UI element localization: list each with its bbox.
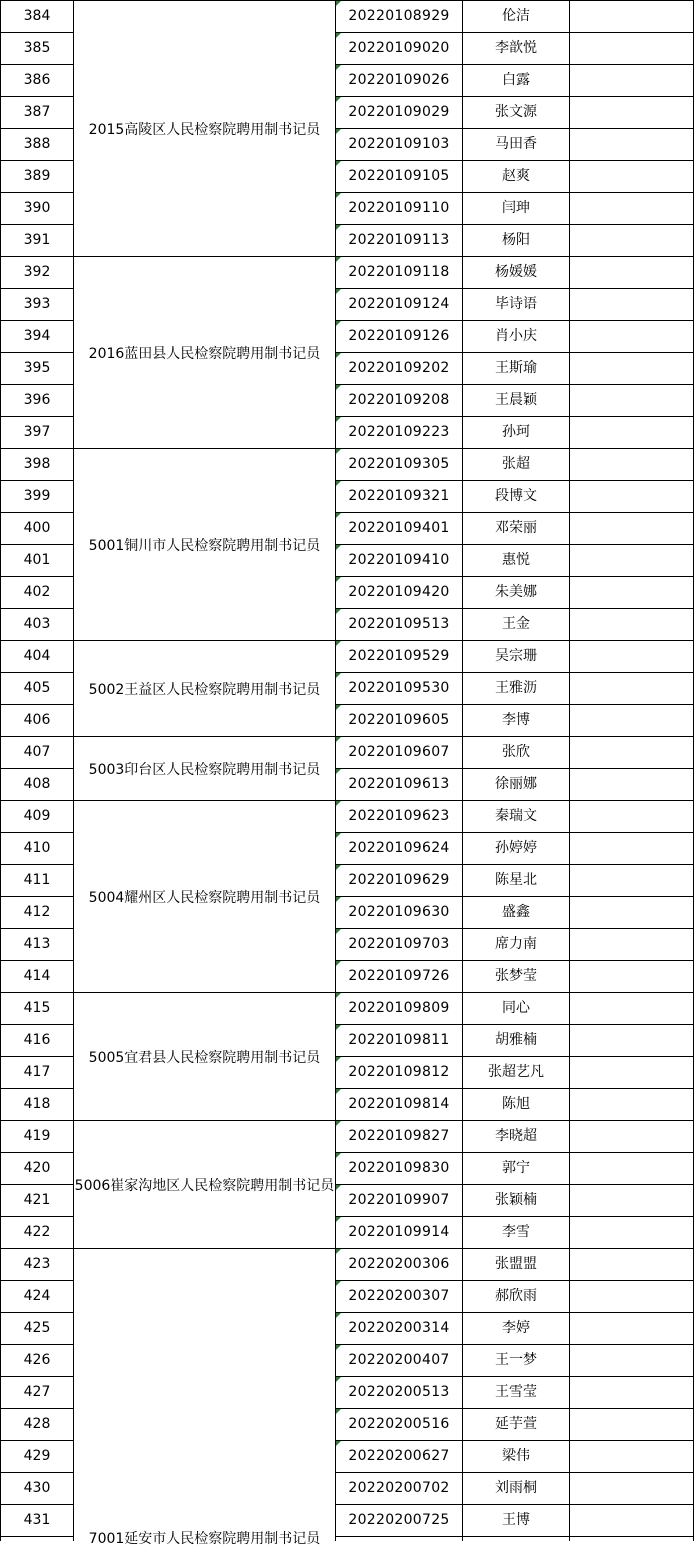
exam-id-cell[interactable]: 20220200407 [348,1352,450,1368]
candidate-name-cell[interactable]: 惠悦 [502,552,530,568]
row-number-cell[interactable]: 426 [23,1352,51,1368]
note-cell[interactable] [570,1120,694,1152]
candidate-name-cell[interactable]: 伦洁 [502,8,530,24]
position-label: 5004耀州区人民检察院聘用制书记员 [88,889,321,906]
candidate-name-cell[interactable]: 杨阳 [502,232,530,248]
note-cell[interactable] [570,1408,694,1440]
exam-id-cell[interactable]: 20220109410 [348,552,450,568]
row-number-cell[interactable]: 416 [23,1032,51,1048]
row-number-cell[interactable]: 394 [23,328,51,344]
row-number-cell[interactable]: 418 [23,1096,51,1112]
note-cell[interactable] [570,1024,694,1056]
row-number-cell[interactable]: 396 [23,392,51,408]
note-cell[interactable] [570,352,694,384]
note-cell[interactable] [570,512,694,544]
position-label: 2015高陵区人民检察院聘用制书记员 [88,121,321,138]
note-cell[interactable] [570,1216,694,1248]
exam-id-cell[interactable]: 20220109814 [348,1096,450,1112]
note-cell[interactable] [570,896,694,928]
row-number-cell[interactable]: 385 [23,40,51,56]
candidate-name-cell[interactable]: 胡雅楠 [495,1032,537,1048]
note-cell[interactable] [570,544,694,576]
row-number-cell[interactable]: 390 [23,200,51,216]
row-number-cell[interactable]: 409 [23,808,51,824]
candidate-name-cell[interactable]: 梁伟 [502,1448,530,1464]
candidate-name-cell[interactable]: 陈星北 [495,872,537,888]
position-group-cell[interactable] [74,801,335,992]
row-number-cell[interactable]: 402 [23,584,51,600]
exam-id-cell[interactable]: 20220109605 [348,712,450,728]
note-cell[interactable] [570,1504,694,1536]
row-number-cell[interactable]: 405 [23,680,51,696]
exam-id-cell[interactable]: 20220200314 [348,1320,450,1336]
row-number-cell[interactable]: 413 [23,936,51,952]
candidate-name-cell[interactable]: 陈旭 [502,1096,530,1112]
exam-id-cell[interactable]: 20220109110 [348,200,450,216]
exam-id-cell[interactable]: 20220109223 [348,424,450,440]
note-cell[interactable] [570,160,694,192]
exam-id-cell[interactable]: 20220109726 [348,968,450,984]
exam-id-cell[interactable]: 20220109812 [348,1064,450,1080]
position-label: 5002王益区人民检察院聘用制书记员 [88,681,321,698]
note-cell[interactable] [570,928,694,960]
candidate-name-cell[interactable]: 王金 [502,616,530,632]
note-cell[interactable] [570,64,694,96]
exam-id-cell[interactable]: 20220109029 [348,104,450,120]
candidate-name-cell[interactable]: 盛鑫 [502,904,530,920]
row-number-cell[interactable]: 399 [23,488,51,504]
exam-id-cell[interactable]: 20220109703 [348,936,450,952]
exam-id-cell[interactable]: 20220109630 [348,904,450,920]
row-number-cell[interactable]: 414 [23,968,51,984]
exam-id-cell[interactable]: 20220109118 [348,264,450,280]
row-number-cell[interactable]: 398 [23,456,51,472]
row-number-cell[interactable]: 411 [23,872,51,888]
exam-id-cell[interactable]: 20220200627 [348,1448,450,1464]
position-group-cell[interactable] [74,449,335,640]
row-number-cell[interactable]: 428 [23,1416,51,1432]
row-number-cell[interactable]: 395 [23,360,51,376]
note-cell[interactable] [570,672,694,704]
position-label: 5001铜川市人民检察院聘用制书记员 [88,537,321,554]
exam-id-cell[interactable]: 20220109124 [348,296,450,312]
exam-id-cell[interactable]: 20220109103 [348,136,450,152]
candidate-name-cell[interactable]: 白露 [502,72,530,88]
position-group-cell[interactable] [74,993,335,1120]
exam-id-cell[interactable]: 20220200306 [348,1256,450,1272]
exam-id-cell[interactable]: 20220200516 [348,1416,450,1432]
note-cell[interactable] [570,256,694,288]
position-group-cell[interactable] [74,257,335,448]
row-number-cell[interactable]: 425 [23,1320,51,1336]
exam-id-cell[interactable]: 20220109830 [348,1160,450,1176]
row-number-cell[interactable]: 397 [23,424,51,440]
exam-id-cell[interactable]: 20220109530 [348,680,450,696]
candidate-name-cell[interactable]: 张梦莹 [495,968,537,984]
exam-id-cell[interactable]: 20220109907 [348,1192,450,1208]
candidate-name-cell[interactable]: 张文源 [495,104,537,120]
row-number-cell[interactable]: 417 [23,1064,51,1080]
row-number-cell[interactable]: 391 [23,232,51,248]
exam-id-cell[interactable]: 20220109629 [348,872,450,888]
note-cell[interactable] [570,384,694,416]
candidate-name-cell[interactable]: 同心 [502,1000,530,1016]
row-number-cell[interactable]: 419 [23,1128,51,1144]
row-number-cell[interactable]: 429 [23,1448,51,1464]
candidate-name-cell[interactable]: 孙珂 [502,424,530,440]
candidate-name-cell[interactable]: 张颖楠 [495,1192,537,1208]
note-cell[interactable] [570,1440,694,1472]
row-number-cell[interactable]: 410 [23,840,51,856]
note-cell[interactable] [570,128,694,160]
row-number-cell[interactable]: 431 [23,1512,51,1528]
candidate-name-cell[interactable]: 王斯瑜 [495,360,537,376]
exam-id-cell[interactable]: 20220109208 [348,392,450,408]
row-number-cell[interactable]: 407 [23,744,51,760]
candidate-name-cell[interactable]: 李歆悦 [495,40,537,56]
row-number-cell[interactable]: 403 [23,616,51,632]
candidate-name-cell[interactable]: 张超 [502,456,530,472]
note-cell[interactable] [570,320,694,352]
note-cell[interactable] [570,864,694,896]
row-number-cell[interactable]: 388 [23,136,51,152]
exam-id-cell[interactable]: 20220109420 [348,584,450,600]
note-cell[interactable] [570,768,694,800]
row-number-cell[interactable]: 421 [23,1192,51,1208]
candidate-name-cell[interactable]: 李雪 [502,1224,530,1240]
row-number-cell[interactable]: 424 [23,1288,51,1304]
position-group-cell[interactable] [74,1,335,256]
candidate-name-cell[interactable]: 李婷 [502,1320,530,1336]
exam-id-cell[interactable]: 20220200725 [348,1512,450,1528]
exam-id-cell[interactable]: 20220109305 [348,456,450,472]
candidate-name-cell[interactable]: 王雅沥 [495,680,537,696]
note-cell[interactable] [570,480,694,512]
position-label: 5006崔家沟地区人民检察院聘用制书记员 [74,1177,335,1194]
candidate-name-cell[interactable]: 延芋萱 [495,1416,537,1432]
candidate-name-cell[interactable]: 朱美娜 [495,584,537,600]
note-cell[interactable] [570,1344,694,1376]
note-cell[interactable] [570,1088,694,1120]
position-label: 7001延安市人民检察院聘用制书记员 [88,1531,321,1547]
row-number-cell[interactable]: 389 [23,168,51,184]
candidate-name-cell[interactable]: 张超艺凡 [488,1064,544,1080]
exam-id-cell[interactable]: 20220109613 [348,776,450,792]
row-number-cell[interactable]: 400 [23,520,51,536]
note-cell[interactable] [570,288,694,320]
note-cell[interactable] [570,1312,694,1344]
exam-id-cell[interactable]: 20220109113 [348,232,450,248]
exam-id-cell[interactable]: 20220109321 [348,488,450,504]
row-number-cell[interactable]: 430 [23,1480,51,1496]
exam-id-cell[interactable]: 20220109623 [348,808,450,824]
row-number-cell[interactable]: 401 [23,552,51,568]
candidate-name-cell[interactable]: 席力南 [495,936,537,952]
candidate-name-cell[interactable]: 郭宁 [502,1160,530,1176]
note-cell[interactable] [570,1376,694,1408]
note-cell[interactable] [570,1184,694,1216]
candidate-name-cell[interactable]: 刘雨桐 [495,1480,537,1496]
note-cell[interactable] [570,576,694,608]
candidate-name-cell[interactable]: 李晓超 [495,1128,537,1144]
row-number-cell[interactable]: 427 [23,1384,51,1400]
candidate-name-cell[interactable]: 徐丽娜 [495,776,537,792]
candidate-name-cell[interactable]: 孙婷婷 [495,840,537,856]
note-cell[interactable] [570,992,694,1024]
candidate-name-cell[interactable]: 赵爽 [502,168,530,184]
note-cell[interactable] [570,416,694,448]
candidate-name-cell[interactable]: 马田香 [495,136,537,152]
exam-id-cell[interactable]: 20220200307 [348,1288,450,1304]
row-number-cell[interactable]: 420 [23,1160,51,1176]
candidate-name-cell[interactable]: 王一梦 [495,1352,537,1368]
note-cell[interactable] [570,640,694,672]
row-number-cell[interactable]: 422 [23,1224,51,1240]
exam-id-cell[interactable]: 20220109401 [348,520,450,536]
row-number-cell[interactable]: 404 [23,648,51,664]
exam-id-cell[interactable]: 20220200513 [348,1384,450,1400]
note-cell[interactable] [570,96,694,128]
exam-id-cell[interactable]: 20220200702 [348,1480,450,1496]
position-label: 2016蓝田县人民检察院聘用制书记员 [88,345,321,362]
row-number-cell[interactable]: 406 [23,712,51,728]
note-cell[interactable] [570,224,694,256]
row-number-cell[interactable]: 415 [23,1000,51,1016]
note-cell[interactable] [570,1248,694,1280]
position-label: 5003印台区人民检察院聘用制书记员 [88,761,321,778]
row-number-cell[interactable]: 387 [23,104,51,120]
position-label: 5005宜君县人民检察院聘用制书记员 [88,1049,321,1066]
exam-id-cell[interactable]: 20220109607 [348,744,450,760]
candidate-name-cell[interactable]: 秦瑞文 [495,808,537,824]
note-cell[interactable] [570,1280,694,1312]
note-cell[interactable] [570,704,694,736]
note-cell[interactable] [570,1472,694,1504]
candidate-name-cell[interactable]: 段博文 [495,488,537,504]
exam-id-cell[interactable]: 20220109020 [348,40,450,56]
position-group-cell[interactable] [74,1121,335,1248]
candidate-name-cell[interactable]: 王雪莹 [495,1384,537,1400]
exam-id-cell[interactable]: 20220109809 [348,1000,450,1016]
note-cell[interactable] [570,448,694,480]
candidate-name-cell[interactable]: 杨媛媛 [495,264,537,280]
note-cell[interactable] [570,192,694,224]
exam-id-cell[interactable]: 20220109126 [348,328,450,344]
candidate-name-cell[interactable]: 李博 [502,712,530,728]
note-cell[interactable] [570,800,694,832]
candidate-name-cell[interactable]: 郝欣雨 [495,1288,537,1304]
exam-id-cell[interactable]: 20220108929 [348,8,450,24]
note-cell[interactable] [570,0,694,32]
note-cell[interactable] [570,1056,694,1088]
candidate-name-cell[interactable]: 王晨颖 [495,392,537,408]
note-cell[interactable] [570,608,694,640]
candidate-name-cell[interactable]: 张盟盟 [495,1256,537,1272]
candidate-name-cell[interactable]: 肖小庆 [495,328,537,344]
row-number-cell[interactable]: 386 [23,72,51,88]
row-number-cell[interactable]: 392 [23,264,51,280]
position-group-cell[interactable] [74,737,335,800]
row-number-cell[interactable]: 393 [23,296,51,312]
note-cell[interactable] [570,960,694,992]
exam-id-cell[interactable]: 20220109811 [348,1032,450,1048]
note-cell[interactable] [570,736,694,768]
position-group-cell[interactable] [74,1249,335,1568]
exam-id-cell[interactable]: 20220109202 [348,360,450,376]
note-cell[interactable] [570,1152,694,1184]
exam-id-cell[interactable]: 20220109914 [348,1224,450,1240]
position-group-cell[interactable] [74,641,335,736]
exam-id-cell[interactable]: 20220109513 [348,616,450,632]
row-number-cell[interactable]: 384 [23,8,51,24]
exam-id-cell[interactable]: 20220109026 [348,72,450,88]
candidate-name-cell[interactable]: 毕诗语 [495,296,537,312]
exam-id-cell[interactable]: 20220109529 [348,648,450,664]
candidate-name-cell[interactable]: 王博 [502,1512,530,1528]
candidate-name-cell[interactable]: 邓荣丽 [495,520,537,536]
candidate-name-cell[interactable]: 吴宗珊 [495,648,537,664]
row-number-cell[interactable]: 423 [23,1256,51,1272]
exam-id-cell[interactable]: 20220109105 [348,168,450,184]
exam-id-cell[interactable]: 20220109827 [348,1128,450,1144]
candidate-name-cell[interactable]: 闫珅 [502,200,530,216]
exam-id-cell[interactable]: 20220109624 [348,840,450,856]
row-number-cell[interactable]: 412 [23,904,51,920]
candidate-name-cell[interactable]: 张欣 [502,744,530,760]
note-cell[interactable] [570,832,694,864]
row-number-cell[interactable]: 408 [23,776,51,792]
note-cell[interactable] [570,32,694,64]
